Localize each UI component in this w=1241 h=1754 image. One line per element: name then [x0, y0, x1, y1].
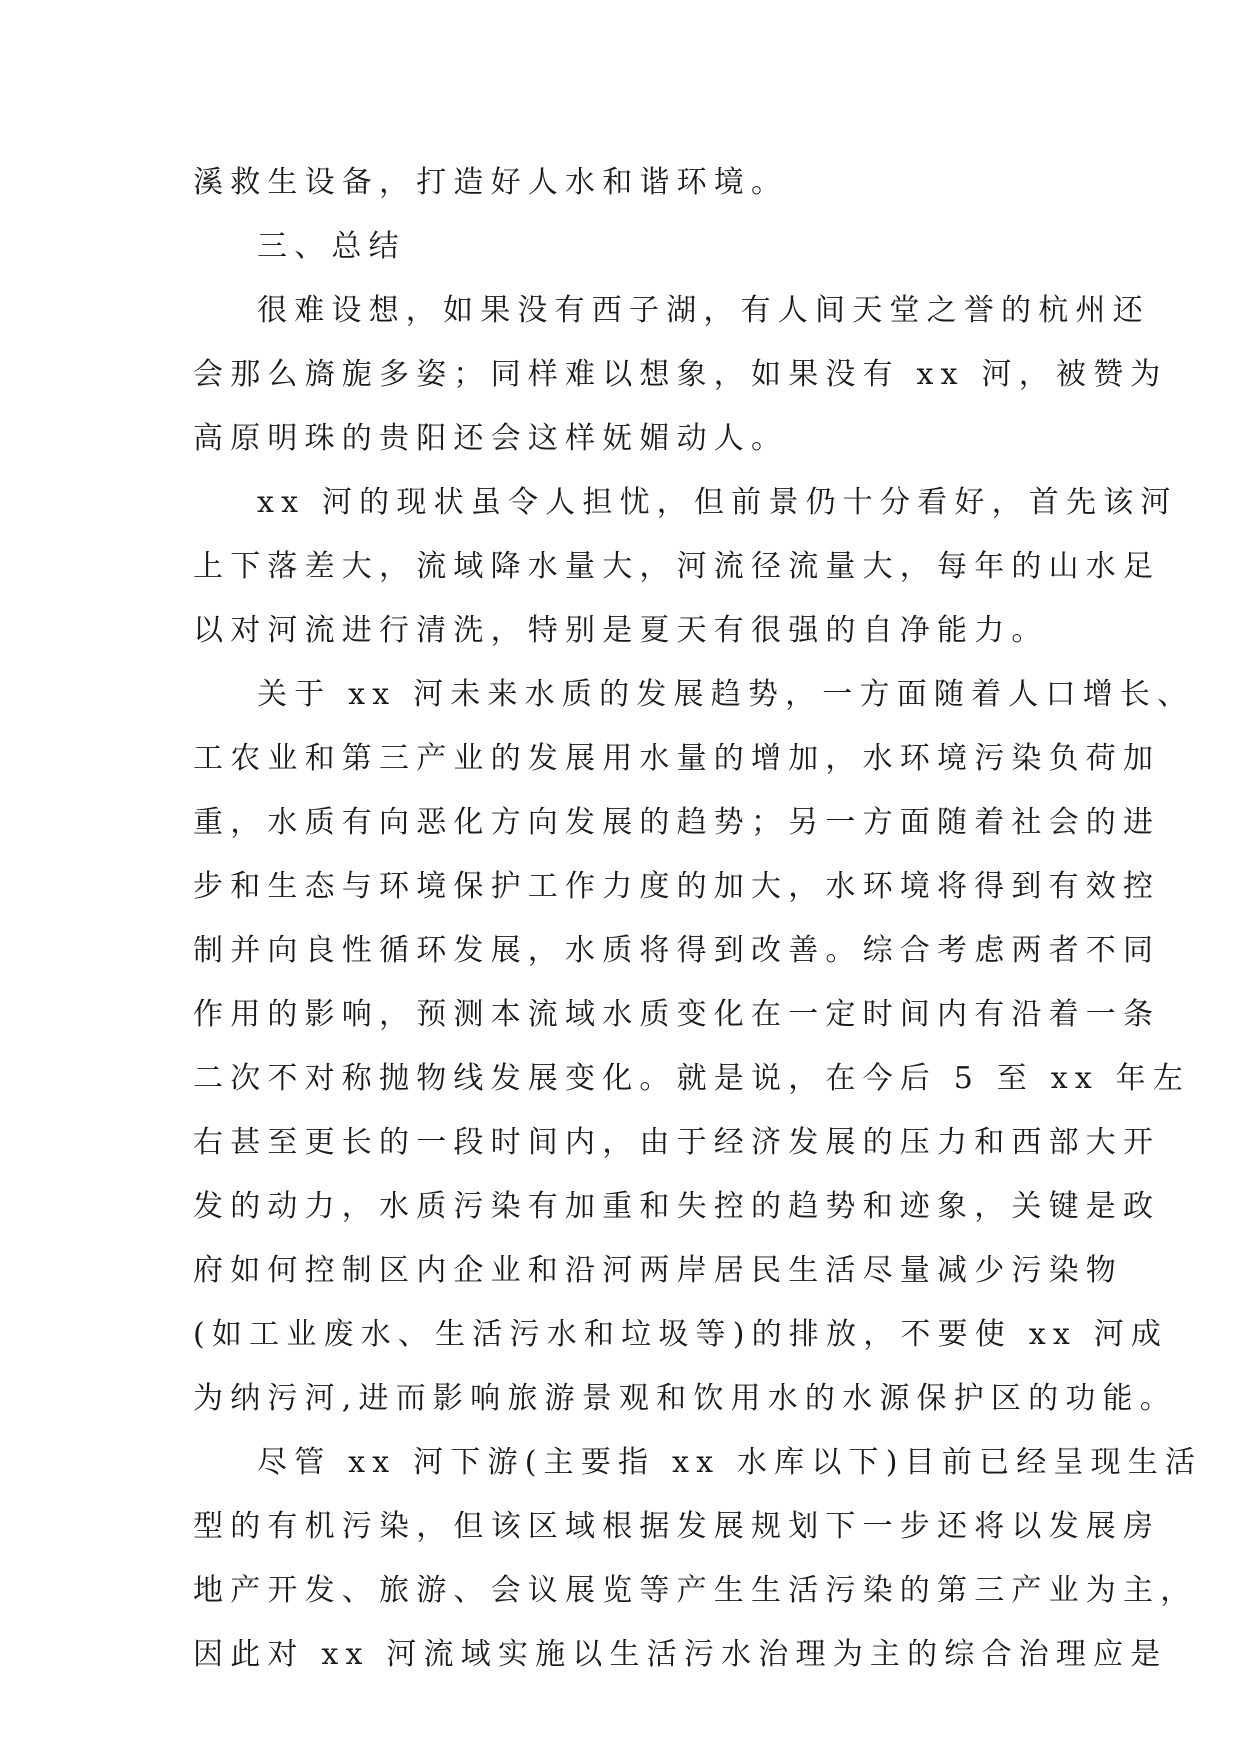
text-line: 因此对 xx 河流域实施以生活污水治理为主的综合治理应是: [193, 1637, 1168, 1672]
text-line: 二次不对称抛物线发展变化。就是说，在今后 5 至 xx 年左: [193, 1061, 1191, 1096]
text-line: 制并向良性循环发展，水质将得到改善。综合考虑两者不同: [193, 933, 1161, 968]
text-line: (如工业废水、生活污水和垃圾等)的排放，不要使 xx 河成: [193, 1317, 1169, 1352]
section-heading: 三、总结: [257, 229, 406, 264]
text-line: 溪救生设备，打造好人水和谐环境。: [193, 165, 789, 200]
text-line: 工农业和第三产业的发展用水量的增加，水环境污染负荷加: [193, 741, 1161, 776]
text-line: 关于 xx 河未来水质的发展趋势，一方面随着人口增长、: [257, 677, 1195, 712]
text-line: 为纳污河,进而影响旅游景观和饮用水的水源保护区的功能。: [193, 1381, 1177, 1416]
text-line: 型的有机污染，但该区域根据发展规划下一步还将以发展房: [193, 1509, 1161, 1544]
text-line: 府如何控制区内企业和沿河两岸居民生活尽量减少污染物: [193, 1253, 1123, 1288]
text-line: xx 河的现状虽令人担忧，但前景仍十分看好，首先该河: [257, 485, 1178, 520]
text-line: 右甚至更长的一段时间内，由于经济发展的压力和西部大开: [193, 1125, 1161, 1160]
text-line: 上下落差大，流域降水量大，河流径流量大，每年的山水足: [193, 549, 1161, 584]
text-line: 重，水质有向恶化方向发展的趋势；另一方面随着社会的进: [193, 805, 1161, 840]
text-line: 很难设想，如果没有西子湖，有人间天堂之誉的杭州还: [257, 293, 1150, 328]
text-line: 会那么旖旎多姿；同样难以想象，如果没有 xx 河，被赞为: [193, 357, 1168, 392]
text-line: 尽管 xx 河下游(主要指 xx 水库以下)目前已经呈现生活: [257, 1445, 1203, 1480]
text-line: 高原明珠的贵阳还会这样妩媚动人。: [193, 421, 789, 456]
text-line: 以对河流进行清洗，特别是夏天有很强的自净能力。: [193, 613, 1049, 648]
text-line: 发的动力，水质污染有加重和失控的趋势和迹象，关键是政: [193, 1189, 1161, 1224]
text-line: 作用的影响，预测本流域水质变化在一定时间内有沿着一条: [193, 997, 1161, 1032]
text-line: 地产开发、旅游、会议展览等产生生活污染的第三产业为主，: [193, 1573, 1198, 1608]
text-line: 步和生态与环境保护工作力度的加大，水环境将得到有效控: [193, 869, 1161, 904]
